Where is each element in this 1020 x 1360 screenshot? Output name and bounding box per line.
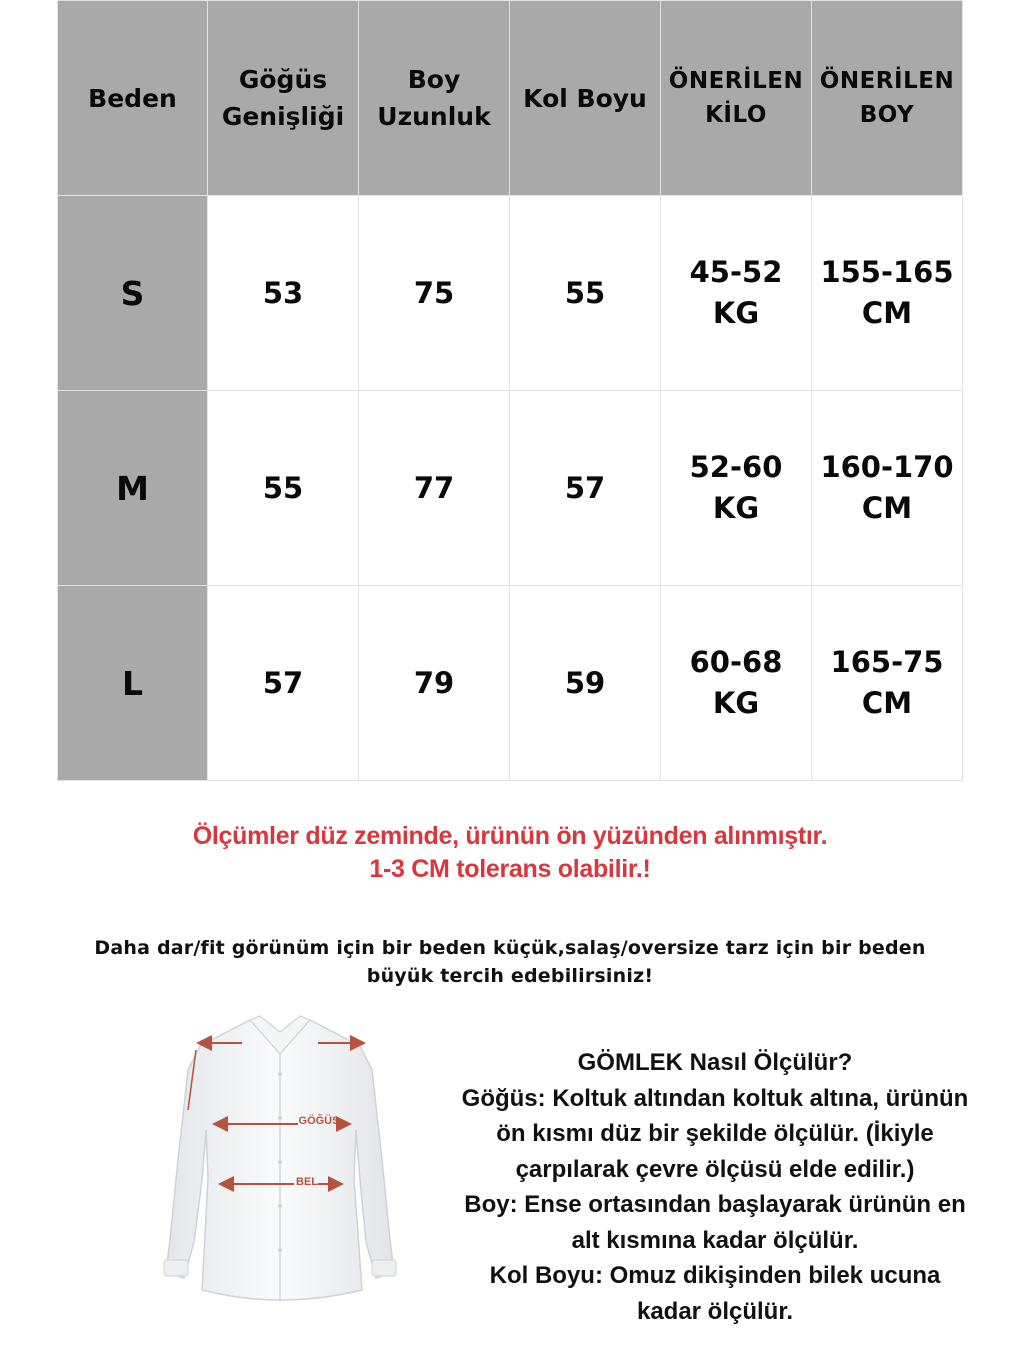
guide-line: Kol Boyu: Omuz dikişinden bilek ucuna — [489, 1262, 941, 1289]
height-value: 160-170 CM — [812, 391, 963, 586]
weight-value: 45-52 KG — [661, 196, 812, 391]
notice-line-2: 1-3 CM tolerans olabilir.! — [369, 855, 651, 883]
weight-value: 52-60 KG — [661, 391, 812, 586]
sleeve-value: 55 — [510, 196, 661, 391]
guide-title: GÖMLEK Nasıl Ölçülür? — [577, 1049, 853, 1076]
chest-value: 55 — [208, 391, 359, 586]
shirt-measurement-illustration — [150, 1010, 410, 1310]
height-value: 155-165 CM — [812, 196, 963, 391]
table-row — [58, 586, 963, 781]
size-label: L — [58, 586, 208, 781]
size-label: M — [58, 391, 208, 586]
length-value: 77 — [359, 391, 510, 586]
tip-line-2: büyük tercih edebilirsiniz! — [366, 965, 654, 987]
chest-label: GÖĞÜS — [298, 1115, 340, 1127]
guide-line: alt kısmına kadar ölçülür. — [571, 1226, 859, 1254]
guide-line: kadar ölçülür. — [636, 1297, 794, 1325]
waist-label: BEL — [296, 1176, 318, 1188]
chest-value: 57 — [208, 586, 359, 781]
shirt-body — [164, 1016, 396, 1302]
fit-tip — [60, 934, 960, 990]
header-sleeve-length: Kol Boyu — [510, 1, 661, 196]
length-value: 75 — [359, 196, 510, 391]
guide-line: Göğüs: Koltuk altından koltuk altına, ürünün — [461, 1084, 969, 1112]
size-label: S — [58, 196, 208, 391]
height-value: 165-75 CM — [812, 586, 963, 781]
table-header-row — [58, 1, 963, 196]
header-chest-width: Göğüs Genişliği — [208, 1, 359, 196]
notice-line-1: Ölçümler düz zeminde, ürünün ön yüzünden alınmıştır. — [192, 822, 828, 850]
measuring-guide — [455, 1045, 975, 1329]
table-row — [58, 196, 963, 391]
length-value: 79 — [359, 586, 510, 781]
weight-value: 60-68 KG — [661, 586, 812, 781]
chest-value: 53 — [208, 196, 359, 391]
table-row — [58, 391, 963, 586]
guide-line: Boy: Ense ortasından başlayarak ürünün en — [464, 1191, 966, 1218]
header-recommended-height: ÖNERİLEN BOY — [812, 1, 963, 196]
sleeve-value: 59 — [510, 586, 661, 781]
header-size: Beden — [58, 1, 208, 196]
measurement-notice — [0, 820, 1020, 886]
sleeve-value: 57 — [510, 391, 661, 586]
header-body-length: Boy Uzunluk — [359, 1, 510, 196]
tip-line-1: Daha dar/fit görünüm için bir beden küçük,salaş/oversize tarz için bir beden — [94, 937, 926, 959]
header-recommended-weight: ÖNERİLEN KİLO — [661, 1, 812, 196]
guide-line: çarpılarak çevre ölçüsü elde edilir.) — [515, 1155, 915, 1183]
size-chart-table — [57, 0, 963, 781]
guide-line: ön kısmı düz bir şekilde ölçülür. (İkiyle — [496, 1120, 934, 1147]
